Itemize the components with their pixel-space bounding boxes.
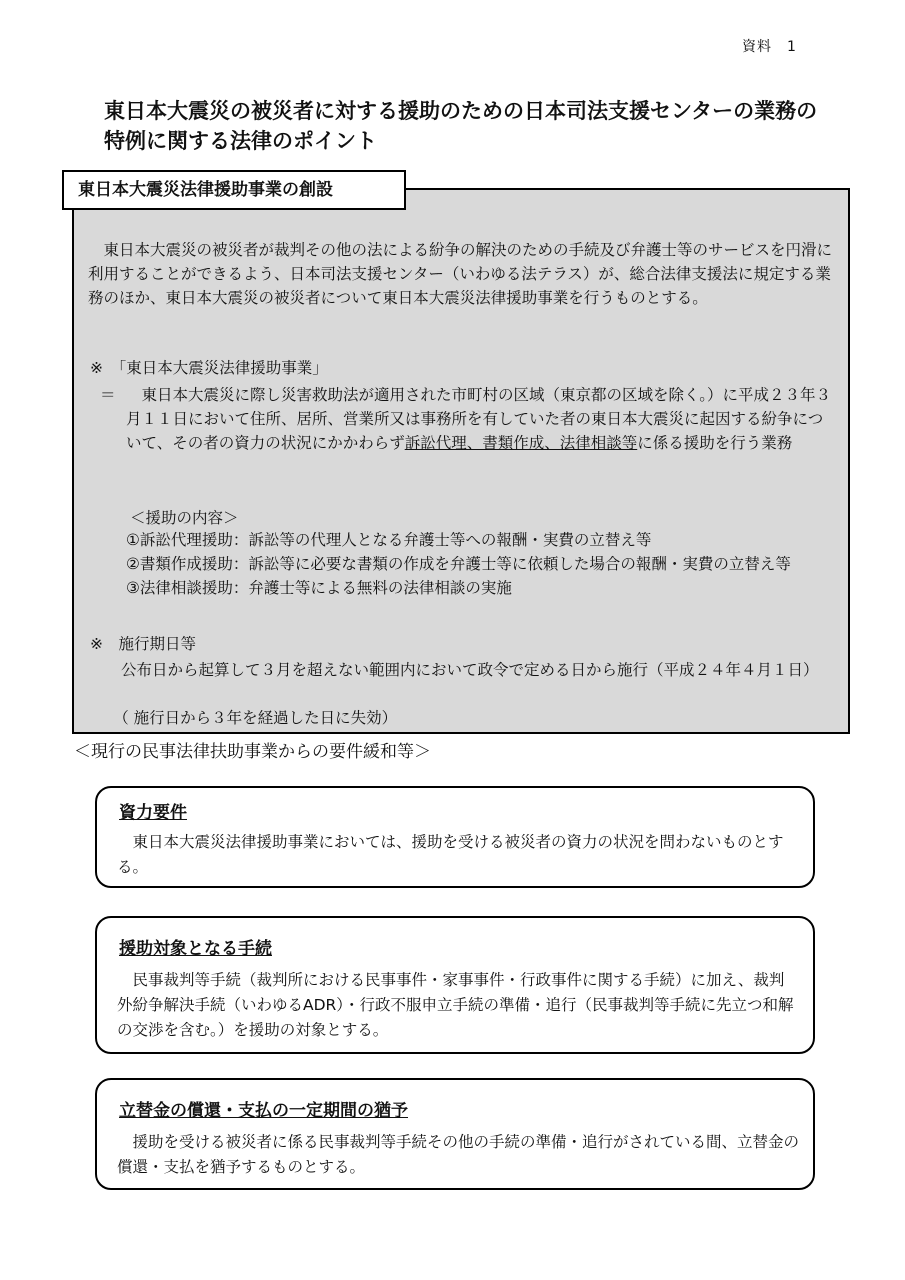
note1-body-underlined: 訴訟代理、書類作成、法律相談等 <box>404 434 638 452</box>
box-title: 立替金の償還・支払の一定期間の猶予 <box>119 1101 408 1121</box>
main-content-box <box>72 188 850 734</box>
requirement-box-means-test <box>95 786 815 888</box>
aid-item <box>126 576 838 600</box>
note1-body-suffix: に係る援助を行う業務 <box>637 434 793 452</box>
note2-heading: ※ 施行期日等 <box>90 635 196 653</box>
note1-equals: ＝ <box>100 386 116 404</box>
aid-content-heading: ＜援助の内容＞ <box>130 509 239 527</box>
note2-expiry: （ 施行日から３年を経過した日に失効） <box>90 709 398 727</box>
intro-paragraph: 東日本大震災の被災者が裁判その他の法による紛争の解決のための手続及び弁護士等のサービスを円滑に利用することができるよう、日本司法支援センター（いわゆる法テラス）が、総合法律支援法に規定する業務のほか、東日本大震災の被災者について東日本大震災法律援助事業を行うものとする。 <box>88 241 833 307</box>
requirement-box-eligible-procedures <box>95 916 815 1054</box>
note1-body <box>126 383 838 455</box>
box-text: 援助を受ける被災者に係る民事裁判等手続その他の手続の準備・追行がされている間、立替金の償還・支払を猶予するものとする。 <box>117 1133 800 1176</box>
aid-item-list <box>126 528 838 600</box>
section-label: 東日本大震災法律援助事業の創設 <box>62 170 406 210</box>
aid-item-label: ②書類作成援助： <box>126 555 249 573</box>
note1-heading: ※ 「東日本大震災法律援助事業」 <box>90 359 328 377</box>
note2-effective-date: 公布日から起算して３月を超えない範囲内において政令で定める日から施行（平成２４年４月１日） <box>90 661 819 679</box>
document-reference-label: 資料 1 <box>742 39 797 55</box>
aid-item-text: 訴訟等に必要な書類の作成を弁護士等に依頼した場合の報酬・実費の立替え等 <box>248 555 791 573</box>
note1-body-prefix: 東日本大震災に際し災害救助法が適用された市町村の区域（東京都の区域を除く。）に平成２３年３月１１日において住所、居所、営業所又は事務所を有していた者の東日本大震災に起因する紛争について、その者の資力の状況にかかわらず <box>126 386 831 452</box>
box-title: 援助対象となる手続 <box>119 939 272 959</box>
box-text: 東日本大震災法律援助事業においては、援助を受ける被災者の資力の状況を問わないものとする。 <box>117 833 784 876</box>
box-text: 民事裁判等手続（裁判所における民事事件・家事事件・行政事件に関する手続）に加え、裁判外紛争解決手続（いわゆるADR）・行政不服申立手続の準備・追行（民事裁判等手続に先立つ和解の交渉を含む。）を援助の対象とする。 <box>117 971 794 1039</box>
aid-item-text: 弁護士等による無料の法律相談の実施 <box>248 579 512 597</box>
aid-item-text: 訴訟等の代理人となる弁護士等への報酬・実費の立替え等 <box>248 531 652 549</box>
box-title: 資力要件 <box>119 803 187 823</box>
aid-item <box>126 552 838 576</box>
aid-item-label: ①訴訟代理援助： <box>126 531 249 549</box>
page-title: 東日本大震災の被災者に対する援助のための日本司法支援センターの業務の特例に関する法律のポイント <box>104 99 818 153</box>
relaxation-heading: ＜現行の民事法律扶助事業からの要件緩和等＞ <box>74 742 431 762</box>
aid-item <box>126 528 838 552</box>
aid-item-label: ③法律相談援助： <box>126 579 249 597</box>
requirement-box-repayment-deferral <box>95 1078 815 1190</box>
